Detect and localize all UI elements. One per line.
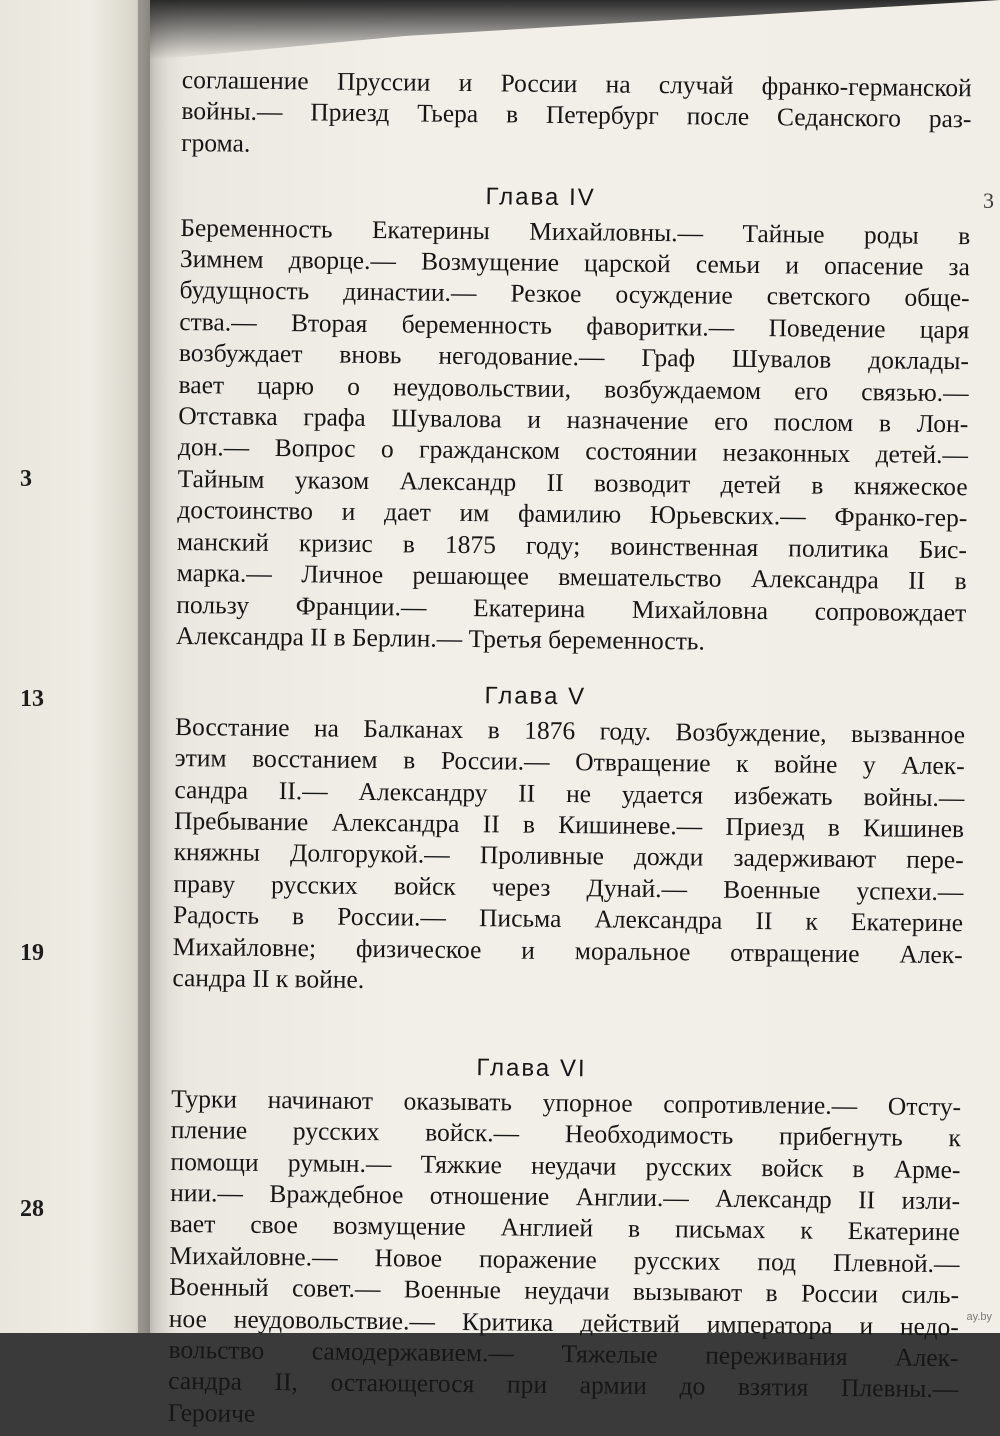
text-line: войны.— Приезд Тьера в Петербург после Седанского раз- — [181, 96, 972, 134]
text-line: соглашение Пруссии и России на случай франко-германской — [181, 64, 972, 103]
page-number-13: 13 — [20, 686, 44, 712]
text-line: сандра II к войне. — [172, 962, 365, 994]
chapter-summary — [176, 212, 971, 660]
text-line: возбуждает вновь негодование.— Граф Шувалов доклады- — [178, 338, 970, 376]
contents-text — [168, 64, 972, 1436]
page-number-28: 28 — [20, 1196, 44, 1222]
left-page — [0, 0, 150, 1333]
text-line: Тайным указом Александр II возводит детей в княжеское — [177, 463, 968, 502]
page-number-3: 3 — [20, 466, 32, 492]
text-line: пользу Франции.— Екатерина Михайловна сопровождает — [176, 589, 967, 627]
text-line: нии.— Враждебное отношение Англии.— Александр II изли- — [170, 1177, 961, 1216]
text-line: Турки начинают оказывать упорное сопротивление.— Отсту- — [171, 1083, 962, 1121]
text-line: манский кризис в 1875 году; воинственная политика Бис- — [176, 526, 968, 564]
chapter-heading: Глава V — [484, 682, 587, 711]
text-line: Пребывание Александра II в Кишиневе.— Приезд в Кишинев — [173, 805, 965, 844]
text-line: Героиче — [167, 1397, 256, 1428]
chapter-heading: Глава VI — [476, 1054, 587, 1083]
intro-paragraph — [181, 64, 972, 166]
text-line: Восстание на Балканах в 1876 году. Возбуждение, вызванное — [174, 711, 966, 749]
text-line: праву русских войск через Дунай.— Военные успехи.— — [173, 868, 964, 906]
text-line: грома. — [181, 127, 251, 158]
text-line: будущность династии.— Резкое осуждение светского обще- — [179, 275, 970, 313]
text-line: Зимнем дворце.— Возмущение царской семьи и опасение за — [179, 244, 971, 282]
site-watermark: ay.by — [966, 1311, 992, 1323]
text-line: ное неудовольствие.— Критика действий императора и недо- — [168, 1303, 959, 1341]
text-line: сандра II.— Александру II не удается избежать войны.— — [174, 774, 965, 812]
text-line: сандра II, остающегося при армии до взятия Плевны.— — [168, 1366, 959, 1404]
text-line: Михайловне.— Новое поражение русских под Плевной.— — [169, 1240, 960, 1279]
text-line: вольство самодержавием.— Тяжелые переживания Алек- — [168, 1334, 959, 1373]
text-line: ства.— Вторая беременность фаворитки.— Поведение царя — [179, 306, 970, 345]
text-line: Михайловне; физическое и моральное отвращение Алек- — [172, 931, 963, 969]
text-line: Отставка графа Шувалова и назначение его послом в Лон- — [178, 401, 969, 439]
text-line: этим восстанием в России.— Отвращение к войне у Алек- — [174, 743, 965, 781]
text-line: вает свое возмущение Англией в письмах к Екатерине — [169, 1209, 960, 1247]
edge-page-mark: 3 — [983, 188, 994, 213]
text-line: дон.— Вопрос о гражданском состоянии незаконных детей.— — [177, 432, 969, 470]
text-line: Военный совет.— Военные неудачи вызывают в России силь- — [169, 1272, 960, 1310]
chapter-summary — [168, 1083, 962, 1436]
chapter-heading: Глава IV — [485, 183, 596, 212]
text-line: Радость в России.— Письма Александра II к Екатерине — [172, 900, 964, 938]
text-line: вает царю о неудовольствии, возбуждаемом его связью.— — [178, 369, 969, 407]
text-line: княжны Долгорукой.— Проливные дожди задерживают пере- — [173, 837, 964, 875]
text-line: помощи румын.— Тяжкие неудачи русских войск в Арме- — [170, 1146, 961, 1184]
book-gutter — [138, 0, 168, 1333]
text-line: марка.— Личное решающее вмешательство Александра II в — [176, 558, 967, 596]
chapter-summary — [172, 711, 965, 1002]
text-line: Беременность Екатерины Михайловны.— Тайные роды в — [180, 212, 971, 250]
text-line: достоинство и дает им фамилию Юрьевских.— Франко-гер- — [177, 495, 968, 533]
text-line: Александра II в Берлин.— Третья беременность. — [175, 620, 705, 656]
page-number-19: 19 — [20, 940, 44, 966]
text-line: пление русских войск.— Необходимость прибегнуть к — [170, 1115, 961, 1153]
